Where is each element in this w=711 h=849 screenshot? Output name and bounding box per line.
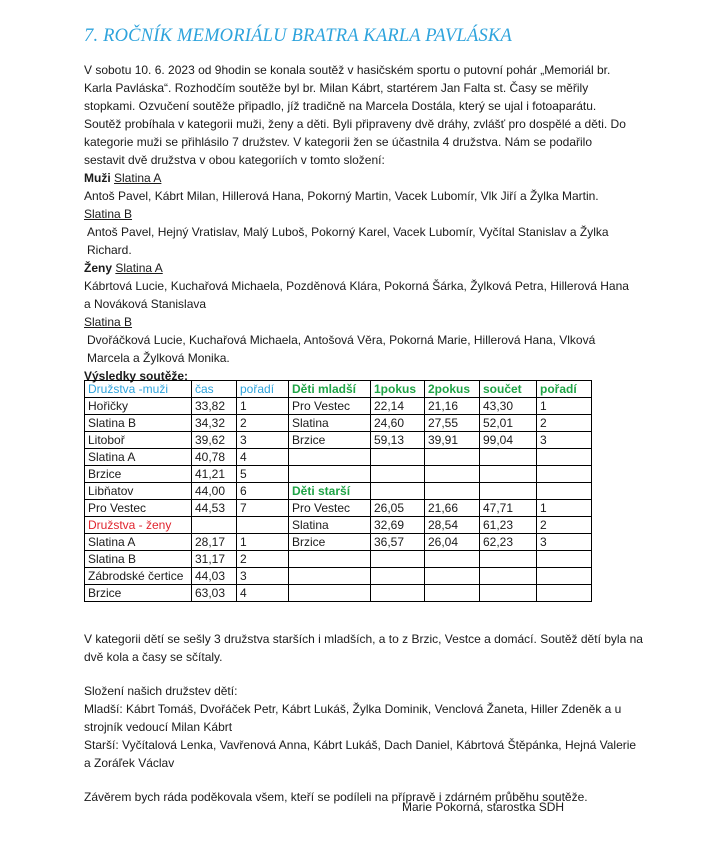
results-heading: Výsledky soutěže: (84, 369, 189, 383)
table-cell: 28,54 (425, 517, 480, 534)
women-a-label: Slatina A (115, 261, 163, 275)
table-row (85, 466, 592, 483)
table-cell: 1 (237, 534, 289, 551)
table-cell: 28,17 (192, 534, 237, 551)
table-cell: 33,82 (192, 398, 237, 415)
table-row (85, 517, 592, 534)
table-cell (237, 517, 289, 534)
men-team-a-heading (84, 169, 629, 187)
women-b-label: Slatina B (84, 315, 133, 329)
table-cell: pořadí (537, 381, 592, 398)
table-row (85, 381, 592, 398)
table-cell (480, 568, 537, 585)
table-cell (537, 585, 592, 602)
table-cell: 27,55 (425, 415, 480, 432)
table-cell: 2 (537, 415, 592, 432)
table-cell: 26,04 (425, 534, 480, 551)
table-cell: Brzice (289, 534, 371, 551)
table-cell (371, 551, 425, 568)
table-cell: Děti starší (289, 483, 371, 500)
men-b-label: Slatina B (84, 207, 133, 221)
table-row (85, 483, 592, 500)
table-cell (289, 466, 371, 483)
children-teams-heading: Složení našich družstev dětí: (84, 684, 238, 698)
table-cell: Hořičky (85, 398, 192, 415)
table-cell: 34,32 (192, 415, 237, 432)
table-cell: Pro Vestec (85, 500, 192, 517)
women-team-a-heading (84, 259, 629, 277)
men-a-members: Antoš Pavel, Kábrt Milan, Hillerová Hana, Pokorný Martin, Vacek Lubomír, Vlk Jiří a Žylka Martin. (84, 189, 599, 203)
table-row (85, 398, 592, 415)
table-cell: 44,03 (192, 568, 237, 585)
table-cell: 41,21 (192, 466, 237, 483)
table-cell (192, 517, 237, 534)
intro-paragraph: V sobotu 10. 6. 2023 od 9hodin se konala soutěž v hasičském sportu o putovní pohár „Memoriál br. Karla Pavláska“. Rozhodčím soutěže byl br. Milan Kábrt, startérem Jan Falta st. Časy se měřily stopkami. Ozvučení soutěže připadlo, jíž tradičně na Marcela Dostála, který se ujal i fotoaparátu. Soutěž probíhala v kategorii muži, ženy a děti. Byli připraveny dvě dráhy, zvlášť pro dospělé a děti. Do kategorie muži se přihlásilo 7 družstev. V kategorii žen se účastnila 4 družstva. Nám se podařilo sestavit dvě družstva v obou kategoriích v tomto složení: (84, 63, 626, 167)
table-cell: 40,78 (192, 449, 237, 466)
table-cell: 2pokus (425, 381, 480, 398)
table-cell: 43,30 (480, 398, 537, 415)
table-cell: 62,23 (480, 534, 537, 551)
table-cell: 44,53 (192, 500, 237, 517)
table-row (85, 449, 592, 466)
women-b-members: Dvořáčková Lucie, Kuchařová Michaela, Antošová Věra, Pokorná Marie, Hillerová Hana, Vlková Marcela a Žylková Monika. (87, 333, 596, 365)
table-cell: 7 (237, 500, 289, 517)
men-b-members: Antoš Pavel, Hejný Vratislav, Malý Luboš, Pokorný Karel, Vacek Lubomír, Vyčítal Stanislav a Žylka Richard. (87, 225, 609, 257)
table-row (85, 534, 592, 551)
table-cell: Pro Vestec (289, 398, 371, 415)
table-cell: 52,01 (480, 415, 537, 432)
table-cell (289, 449, 371, 466)
men-a-label: Slatina A (114, 171, 162, 185)
table-cell: 24,60 (371, 415, 425, 432)
table-cell: 1 (537, 500, 592, 517)
table-cell: pořadí (237, 381, 289, 398)
table-cell: Slatina (289, 517, 371, 534)
table-cell (425, 466, 480, 483)
table-cell (480, 483, 537, 500)
table-cell: Zábrodské čertice (85, 568, 192, 585)
table-cell: Slatina A (85, 449, 192, 466)
table-cell: 39,62 (192, 432, 237, 449)
table-cell (371, 568, 425, 585)
table-row (85, 568, 592, 585)
table-cell: 2 (237, 551, 289, 568)
table-cell: Děti mladší (289, 381, 371, 398)
table-cell (425, 585, 480, 602)
table-row (85, 551, 592, 568)
table-cell: Brzice (85, 585, 192, 602)
table-row (85, 432, 592, 449)
report-body (84, 61, 629, 385)
table-cell: 26,05 (371, 500, 425, 517)
table-cell (480, 551, 537, 568)
table-cell: 4 (237, 585, 289, 602)
table-cell: 22,14 (371, 398, 425, 415)
table-cell (480, 585, 537, 602)
table-cell: 1 (237, 398, 289, 415)
table-cell: Litoboř (85, 432, 192, 449)
table-cell: Slatina B (85, 551, 192, 568)
table-cell: 32,69 (371, 517, 425, 534)
table-cell (371, 466, 425, 483)
table-cell: 6 (237, 483, 289, 500)
table-cell: 31,17 (192, 551, 237, 568)
table-cell: Družstva -muži (85, 381, 192, 398)
table-cell: 1pokus (371, 381, 425, 398)
women-a-members: Kábrtová Lucie, Kuchařová Michaela, Pozděnová Klára, Pokorná Šárka, Žylková Petra, Hillerová Hana a Nováková Stanislava (84, 279, 629, 311)
table-cell (537, 449, 592, 466)
children-section (84, 630, 644, 806)
closing-paragraph: Závěrem bych ráda poděkovala všem, kteří se podíleli na přípravě i zdárném průběhu soutěže. (84, 790, 588, 804)
table-cell (480, 466, 537, 483)
table-cell: Slatina B (85, 415, 192, 432)
table-row (85, 415, 592, 432)
table-cell (371, 449, 425, 466)
table-cell: Družstva - ženy (85, 517, 192, 534)
table-cell: Libňatov (85, 483, 192, 500)
table-cell: 21,16 (425, 398, 480, 415)
page-title: 7. ROČNÍK MEMORIÁLU BRATRA KARLA PAVLÁSKA (84, 26, 512, 46)
table-cell (537, 483, 592, 500)
table-cell (425, 551, 480, 568)
table-cell: Brzice (289, 432, 371, 449)
table-cell: 3 (537, 432, 592, 449)
table-cell (537, 466, 592, 483)
table-cell (289, 568, 371, 585)
table-cell (425, 483, 480, 500)
table-cell (480, 449, 537, 466)
table-cell (425, 449, 480, 466)
table-cell: čas (192, 381, 237, 398)
men-label: Muži (84, 171, 111, 185)
table-cell: 99,04 (480, 432, 537, 449)
table-row (85, 585, 592, 602)
younger-members: Mladší: Kábrt Tomáš, Dvořáček Petr, Kábrt Lukáš, Žylka Dominik, Venclová Žaneta, Hiller Zdeněk a u strojník vedoucí Milan Kábrt (84, 702, 622, 734)
table-cell: Slatina (289, 415, 371, 432)
table-cell: 44,00 (192, 483, 237, 500)
children-paragraph: V kategorii dětí se sešly 3 družstva starších i mladších, a to z Brzic, Vestce a domácí. Soutěž dětí byla na dvě kola a časy se sčítaly. (84, 632, 643, 664)
table-cell: Brzice (85, 466, 192, 483)
table-cell (289, 585, 371, 602)
table-cell: 59,13 (371, 432, 425, 449)
table-cell: 47,71 (480, 500, 537, 517)
table-cell: 61,23 (480, 517, 537, 534)
table-cell: Pro Vestec (289, 500, 371, 517)
table-cell (537, 568, 592, 585)
table-cell: 36,57 (371, 534, 425, 551)
table-cell: součet (480, 381, 537, 398)
table-cell: 2 (537, 517, 592, 534)
table-cell (425, 568, 480, 585)
women-label: Ženy (84, 261, 113, 275)
table-cell: 39,91 (425, 432, 480, 449)
table-cell: 3 (537, 534, 592, 551)
table-cell: Slatina A (85, 534, 192, 551)
table-cell: 1 (537, 398, 592, 415)
table-cell (371, 483, 425, 500)
older-members: Starší: Vyčítalová Lenka, Vavřenová Anna, Kábrt Lukáš, Dach Daniel, Kábrtová Štěpánka, Hejná Valerie a Zoráľek Václav (84, 738, 637, 770)
table-row (85, 500, 592, 517)
table-cell (371, 585, 425, 602)
table-cell: 3 (237, 432, 289, 449)
table-cell: 21,66 (425, 500, 480, 517)
table-cell: 2 (237, 415, 289, 432)
signature: Marie Pokorná, starostka SDH (402, 800, 565, 814)
table-cell: 3 (237, 568, 289, 585)
results-table (84, 380, 592, 602)
table-cell: 63,03 (192, 585, 237, 602)
table-cell (289, 551, 371, 568)
table-cell (537, 551, 592, 568)
table-cell: 4 (237, 449, 289, 466)
table-cell: 5 (237, 466, 289, 483)
